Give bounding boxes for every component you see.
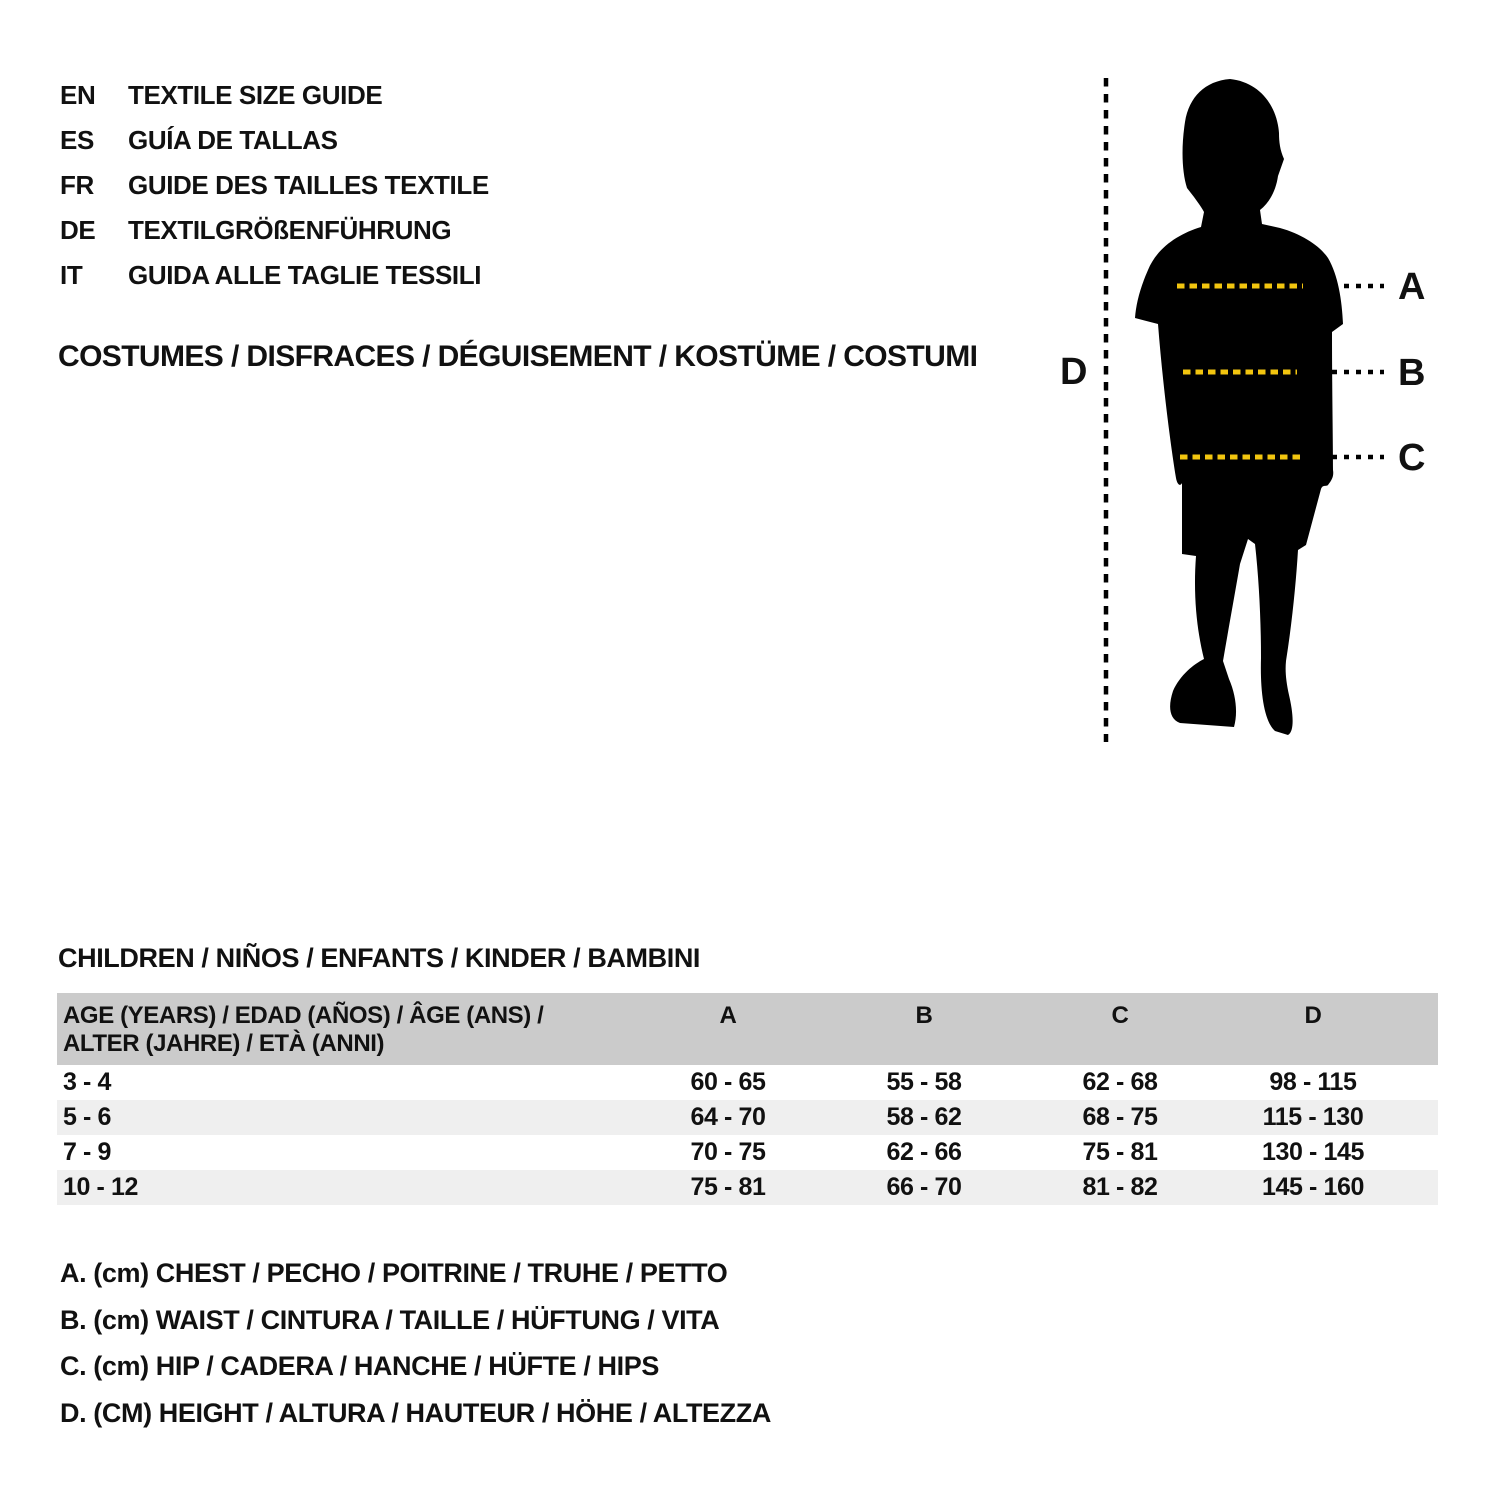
language-row-de xyxy=(60,215,489,260)
language-label: TEXTILE SIZE GUIDE xyxy=(128,80,383,110)
age-value: 10 - 12 xyxy=(63,1173,139,1201)
hip-value: 75 - 81 xyxy=(1082,1138,1158,1166)
language-list xyxy=(60,80,489,305)
column-header-a: A xyxy=(630,993,826,1065)
height-value: 115 - 130 xyxy=(1262,1103,1364,1131)
language-code: DE xyxy=(60,215,96,245)
age-column-header xyxy=(57,993,630,1065)
language-code: FR xyxy=(60,170,94,200)
column-header-b: B xyxy=(826,993,1022,1065)
language-row-es xyxy=(60,125,489,170)
height-value: 98 - 115 xyxy=(1269,1068,1357,1096)
label-b: B xyxy=(1398,352,1426,394)
chest-value: 75 - 81 xyxy=(690,1173,766,1201)
chest-value: 60 - 65 xyxy=(690,1068,766,1096)
measurement-legend xyxy=(60,1250,771,1436)
chest-value: 70 - 75 xyxy=(690,1138,766,1166)
age-header-line2: ALTER (JAHRE) / ETÀ (ANNI) xyxy=(63,1030,385,1057)
language-row-en xyxy=(60,80,489,125)
language-row-it xyxy=(60,260,489,305)
hip-value: 81 - 82 xyxy=(1082,1173,1158,1201)
category-title: COSTUMES / DISFRACES / DÉGUISEMENT / KOSTÜME / COSTUMI xyxy=(58,340,978,373)
height-value: 130 - 145 xyxy=(1261,1138,1365,1166)
language-code: EN xyxy=(60,80,96,110)
child-silhouette-image xyxy=(1135,79,1343,735)
table-header-row xyxy=(57,993,1438,1065)
language-label: TEXTILGRÖßENFÜHRUNG xyxy=(128,215,452,245)
table-row xyxy=(57,1065,1438,1100)
children-section-title: CHILDREN / NIÑOS / ENFANTS / KINDER / BAMBINI xyxy=(58,943,701,973)
legend-height: D. (CM) HEIGHT / ALTURA / HAUTEUR / HÖHE / ALTEZZA xyxy=(60,1397,771,1428)
table-row xyxy=(57,1135,1438,1170)
language-label: GUIDA ALLE TAGLIE TESSILI xyxy=(128,260,482,290)
legend-hip: C. (cm) HIP / CADERA / HANCHE / HÜFTE / HIPS xyxy=(60,1351,659,1381)
table-row xyxy=(57,1100,1438,1135)
hip-value: 62 - 68 xyxy=(1082,1068,1158,1096)
chest-value: 64 - 70 xyxy=(690,1103,766,1131)
language-label: GUÍA DE TALLAS xyxy=(128,125,338,155)
column-header-c: C xyxy=(1022,993,1218,1065)
language-row-fr xyxy=(60,170,489,215)
language-code: IT xyxy=(60,260,83,290)
waist-value: 55 - 58 xyxy=(886,1068,962,1096)
legend-chest: A. (cm) CHEST / PECHO / POITRINE / TRUHE / PETTO xyxy=(60,1258,728,1288)
waist-value: 58 - 62 xyxy=(886,1103,962,1131)
label-a: A xyxy=(1398,266,1426,308)
table-row xyxy=(57,1170,1438,1205)
label-d: D xyxy=(1060,351,1088,393)
language-label: GUIDE DES TAILLES TEXTILE xyxy=(128,170,489,200)
age-header-line1: AGE (YEARS) / EDAD (AÑOS) / ÂGE (ANS) / xyxy=(63,1002,544,1029)
measurement-figure xyxy=(1040,60,1460,760)
language-code: ES xyxy=(60,125,94,155)
column-header-d: D xyxy=(1218,993,1438,1065)
waist-value: 66 - 70 xyxy=(886,1173,962,1201)
age-value: 7 - 9 xyxy=(63,1138,112,1166)
children-size-table xyxy=(57,993,1438,1205)
height-value: 145 - 160 xyxy=(1261,1173,1365,1201)
age-value: 3 - 4 xyxy=(63,1068,112,1096)
legend-waist: B. (cm) WAIST / CINTURA / TAILLE / HÜFTUNG / VITA xyxy=(60,1304,720,1335)
waist-value: 62 - 66 xyxy=(886,1138,962,1166)
age-value: 5 - 6 xyxy=(63,1103,112,1131)
hip-value: 68 - 75 xyxy=(1082,1103,1158,1131)
label-c: C xyxy=(1398,437,1426,479)
